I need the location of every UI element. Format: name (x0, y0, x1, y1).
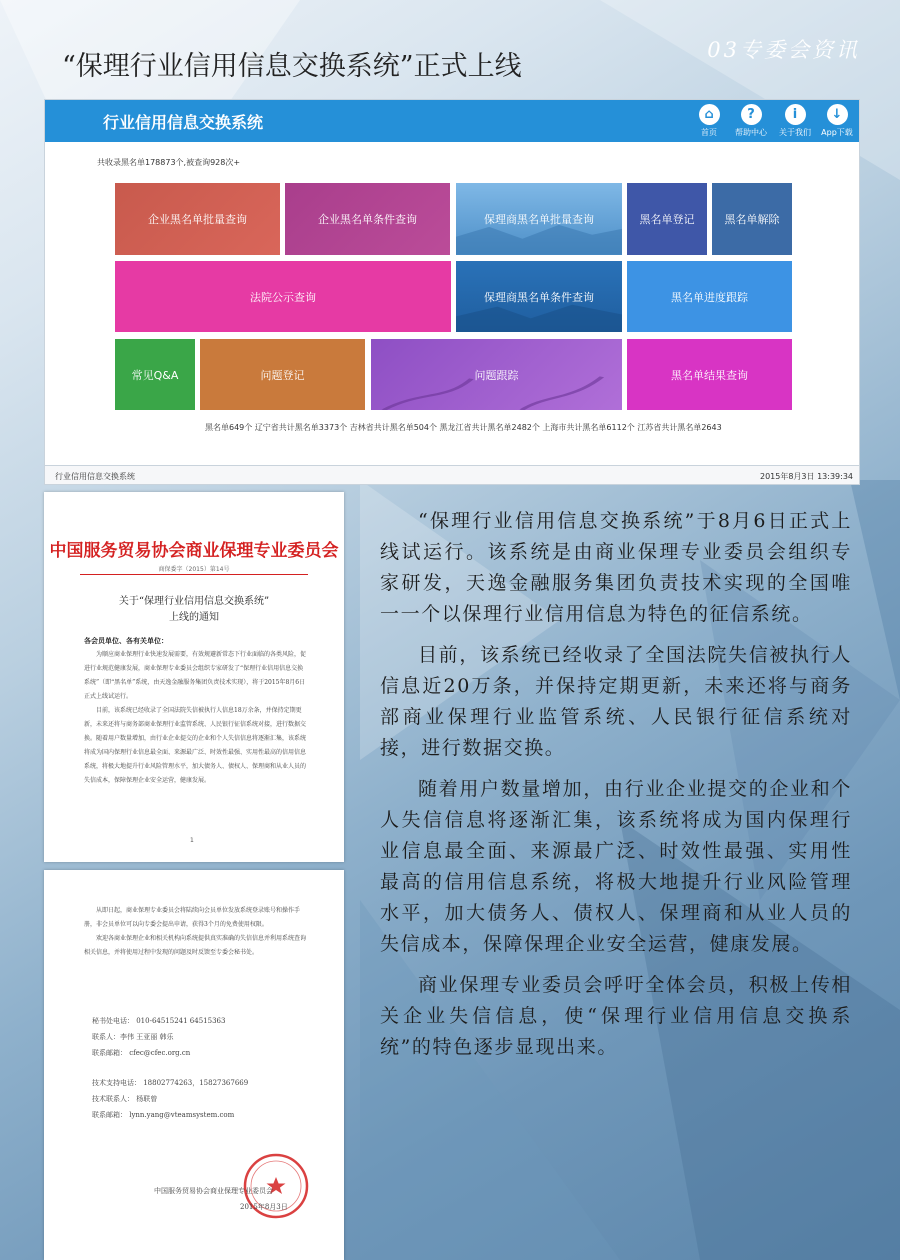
tile-label: 常见Q&A (131, 368, 179, 382)
system-screenshot (44, 99, 860, 485)
tile-enterprise-batch-query[interactable] (115, 183, 280, 255)
tile-factor-condition-query[interactable] (456, 261, 622, 332)
tile-label: 问题跟踪 (474, 368, 519, 382)
section-tag: 03专委会资讯 (707, 38, 860, 62)
system-footer (45, 465, 860, 485)
article-paragraph-4: 商业保理专业委员会呼吁全体会员，积极上传相关企业失信信息，使“保理行业信用信息交换系统”的特色逐步显现出来。 (380, 974, 852, 1058)
record-count: 共收录黑名单178873个,被查询928次+ (97, 158, 241, 167)
notice-page-1 (44, 492, 344, 862)
notice-doc-number: 商保委字（2015）第14号 (158, 566, 230, 573)
tile-enterprise-condition-query[interactable] (285, 183, 450, 255)
tile-factor-batch-query[interactable] (456, 183, 622, 255)
notice-page-2 (44, 870, 344, 1260)
system-header (45, 100, 860, 142)
contact-email: 联系邮箱： cfec@cfec.org.cn (92, 1049, 191, 1057)
tile-label: 黑名单登记 (639, 213, 695, 226)
tile-label: 企业黑名单批量查询 (148, 213, 247, 226)
nav-about-button[interactable] (773, 104, 817, 140)
article-paragraph-3: 随着用户数量增加，由行业企业提交的企业和个人失信信息将逐渐汇集，该系统将成为国内保理行业信息最全面、来源最广泛、时效性最强、实用性最高的信用信息系统，将极大地提升行业风险管理水平，加大债务人、债权人、保理商和从业人员的失信成本，保障保理企业安全运营，健康发展。 (380, 778, 852, 955)
province-stats: 黑名单649个 辽宁省共计黑名单3373个 吉林省共计黑名单504个 黑龙江省共计黑名单2482个 上海市共计黑名单6112个 江苏省共计黑名单2643 (205, 423, 722, 432)
download-icon: ↓ (827, 104, 848, 125)
notice-red-rule (80, 574, 308, 575)
notice-body-2 (84, 904, 306, 960)
contact-persons: 联系人：李伟 王亚丽 韩乐 (92, 1033, 174, 1041)
article-paragraph-1: “保理行业信用信息交换系统”于8月6日正式上线试运行。该系统是由商业保理专业委员会组织专家研发，天逸金融服务集团负责技术实现的全国唯一一个以保理行业信用信息为特色的征信系统。 (380, 510, 852, 625)
tech-support-phone: 技术支持电话： 18802774263，15827367669 (92, 1079, 249, 1087)
nav-help-label: 帮助中心 (735, 128, 767, 137)
home-icon: ⌂ (699, 104, 720, 125)
nav-app-download-button[interactable] (815, 104, 859, 140)
tile-label: 保理商黑名单条件查询 (484, 290, 594, 304)
tile-blacklist-progress[interactable] (627, 261, 792, 332)
contact-secretariat-phone: 秘书处电话： 010-64515241 64515363 (92, 1017, 226, 1025)
tile-issue-register[interactable] (200, 339, 365, 410)
tile-label: 黑名单解除 (724, 213, 780, 226)
info-icon: i (785, 104, 806, 125)
notice-salutation: 各会员单位、各有关单位： (84, 636, 168, 645)
tile-label: 保理商黑名单批量查询 (484, 213, 594, 226)
tile-court-notice-query[interactable] (115, 261, 451, 332)
nav-home-label: 首页 (701, 128, 717, 137)
notice-body-1 (84, 634, 306, 788)
tile-label: 企业黑名单条件查询 (318, 213, 417, 226)
notice-org-header: 中国服务贸易协会商业保理专业委员会 (49, 541, 339, 561)
article-paragraph-2: 目前，该系统已经收录了全国法院失信被执行人信息近20万条，并保持定期更新，未来还将与商务部商业保理行业监管系统、人民银行征信系统对接，进行数据交换。 (380, 644, 852, 759)
tile-label: 黑名单结果查询 (671, 368, 748, 382)
nav-help-button[interactable] (729, 104, 773, 140)
footer-timestamp: 2015年8月3日 13:39:34 (759, 472, 853, 481)
tech-contact-email: 联系邮箱： lynn.yang@vteamsystem.com (92, 1111, 235, 1119)
tech-contact-person: 技术联系人： 杨联曾 (92, 1095, 158, 1103)
notice-title-line2: 上线的通知 (169, 612, 219, 623)
help-icon: ? (741, 104, 762, 125)
article-title: “保理行业信用信息交换系统”正式上线 (62, 51, 522, 82)
notice-date: 2015年8月3日 (240, 1203, 288, 1211)
nav-home-button[interactable] (687, 104, 731, 140)
system-title: 行业信用信息交换系统 (103, 115, 264, 132)
tile-issue-tracking[interactable] (371, 339, 622, 410)
nav-about-label: 关于我们 (779, 128, 811, 137)
notice-signature: 中国服务贸易协会商业保理专业委员会 (154, 1187, 273, 1195)
notice-paragraph-3: 从即日起，商业保理专业委员会将陆续向会员单位发放系统登录账号和操作手册，非会员单位可以向专委会提出申请，获得3个月的免费使用权限。 (84, 907, 301, 928)
tile-blacklist-result-query[interactable] (627, 339, 792, 410)
tile-faq[interactable] (115, 339, 195, 410)
footer-system-name: 行业信用信息交换系统 (55, 472, 135, 481)
notice-paragraph-1: 为顺应商业保理行业快速发展需要，有效规避新常态下行业面临的各类风险，促进行业规范健康发展，商业保理专业委员会组织专家研发了“保理行业信用信息交换系统”（即“黑名单”系统，由天逸金融服务集团负责技术实现），将于2015年8月6日正式上线试运行。 (84, 651, 307, 700)
notice-title-line1: 关于“保理行业信用信息交换系统” (118, 596, 270, 607)
tile-blacklist-remove[interactable] (712, 183, 792, 255)
notice-paragraph-4: 欢迎各商业保理企业和相关机构向系统提供真实准确的失信信息并利用系统查询相关信息，并将使用过程中发现的问题及时反馈至专委会秘书处。 (84, 935, 307, 956)
tile-blacklist-register[interactable] (627, 183, 707, 255)
notice-paragraph-2: 目前，该系统已经收录了全国法院失信被执行人信息18万余条，并保持定期更新，未来还将与商务部商业保理行业监管系统、人民银行征信系统对接，进行数据交换。随着用户数量增加，由行业企业提交的企业和个人失信信息将逐渐汇集，该系统将成为国内保理行业信息最全面、来源最广泛、时效性最强、实用性最高的信用信息系统，将极大地提升行业风险管理水平，加大债务人、债权人、保理商和从业人员的失信成本，保障保理企业安全运营，健康发展。 (84, 707, 307, 784)
tile-label: 法院公示查询 (250, 290, 316, 304)
article-body (380, 506, 852, 1073)
tile-label: 问题登记 (260, 368, 305, 382)
tile-label: 黑名单进度跟踪 (671, 290, 748, 304)
page-number: 1 (190, 837, 194, 844)
nav-app-download-label: App下载 (821, 128, 853, 137)
